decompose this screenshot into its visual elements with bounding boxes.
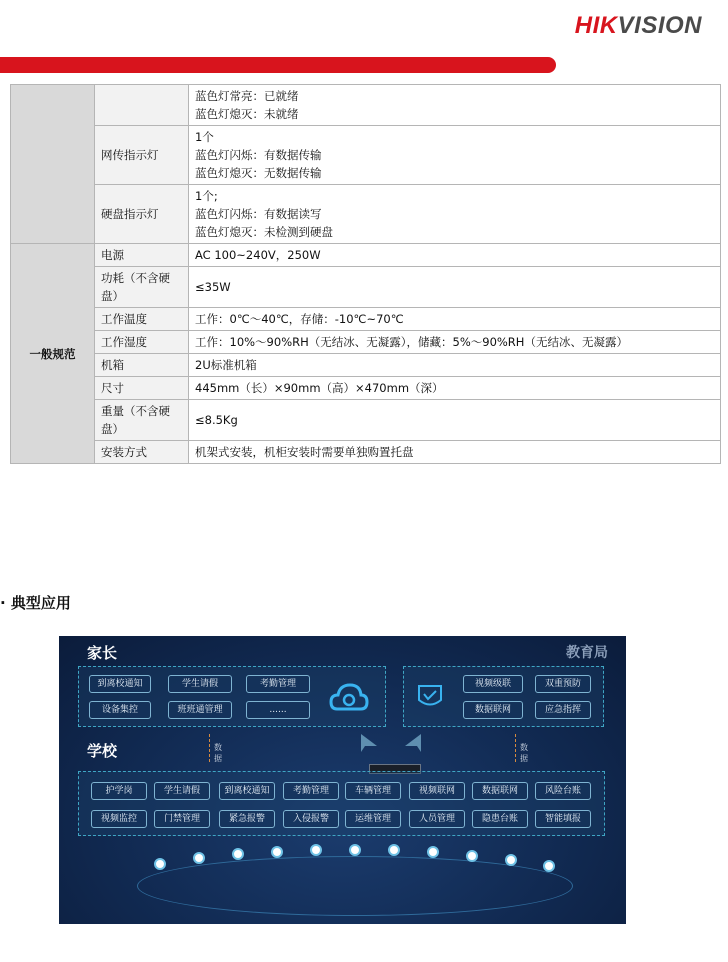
parent-box: 到离校通知 学生请假 考勤管理 设备集控 班班通管理 ...... <box>78 666 386 727</box>
table-row: 蓝色灯常亮：已就绪 蓝色灯熄灭：未就绪 <box>11 85 721 126</box>
spec-name: 硬盘指示灯 <box>95 185 189 244</box>
application-diagram: 家长 教育局 到离校通知 学生请假 考勤管理 设备集控 班班通管理 ...... 视频级联 双重预防 数据联网 应急指挥 学校 数据 数据 护学岗 学生请假 到离校通知 考勤管理 车辆管理 视频联网 数据联网 风险台账 视频监控 门禁管理 紧急报警 入侵报警 运维管理 人员管理 隐患台账 智能填报 <box>59 636 626 924</box>
table-row: 硬盘指示灯 1个; 蓝色灯闪烁：有数据读写 蓝色灯熄灭：未检测到硬盘 <box>11 185 721 244</box>
device-node-icon <box>232 848 244 860</box>
device-node-icon <box>466 850 478 862</box>
table-row: 工作湿度 工作：10%～90%RH（无结冰、无凝露），储藏：5%～90%RH（无结冰、无凝露） <box>11 331 721 354</box>
spec-table <box>10 84 721 464</box>
edu-box: 视频级联 双重预防 数据联网 应急指挥 <box>403 666 604 727</box>
header-red-bar <box>0 57 556 73</box>
device-node-icon <box>349 844 361 856</box>
parent-label: 家长 <box>87 644 118 662</box>
device-node-icon <box>427 846 439 858</box>
section-title: · 典型应用 <box>0 594 71 612</box>
school-label: 学校 <box>87 742 118 760</box>
table-row: 网传指示灯 1个 蓝色灯闪烁：有数据传输 蓝色灯熄灭：无数据传输 <box>11 126 721 185</box>
device-node-icon <box>193 852 205 864</box>
table-row: 一般规范 电源 AC 100~240V，250W <box>11 244 721 267</box>
school-box: 护学岗 学生请假 到离校通知 考勤管理 车辆管理 视频联网 数据联网 风险台账 视频监控 门禁管理 紧急报警 入侵报警 运维管理 人员管理 隐患台账 智能填报 <box>78 771 605 836</box>
arrows-icon <box>359 732 423 758</box>
device-node-icon <box>388 844 400 856</box>
device-node-icon <box>543 860 555 872</box>
table-row: 重量（不含硬盘） ≤8.5Kg <box>11 400 721 441</box>
shield-icon <box>416 683 444 709</box>
device-node-icon <box>505 854 517 866</box>
cloud-icon <box>329 681 369 715</box>
table-row: 安装方式 机架式安装，机柜安装时需要单独购置托盘 <box>11 441 721 464</box>
table-row: 工作温度 工作：0℃～40℃，存储：-10℃~70℃ <box>11 308 721 331</box>
spec-name: 网传指示灯 <box>95 126 189 185</box>
device-node-icon <box>271 846 283 858</box>
hikvision-logo: HIKVISION <box>574 12 702 39</box>
device-node-icon <box>310 844 322 856</box>
device-node-icon <box>154 858 166 870</box>
table-row: 尺寸 445mm（长）×90mm（高）×470mm（深） <box>11 377 721 400</box>
table-row: 功耗（不含硬盘） ≤35W <box>11 267 721 308</box>
edu-label: 教育局 <box>566 645 608 661</box>
group-label: 一般规范 <box>11 244 95 464</box>
table-row: 机箱 2U标准机箱 <box>11 354 721 377</box>
